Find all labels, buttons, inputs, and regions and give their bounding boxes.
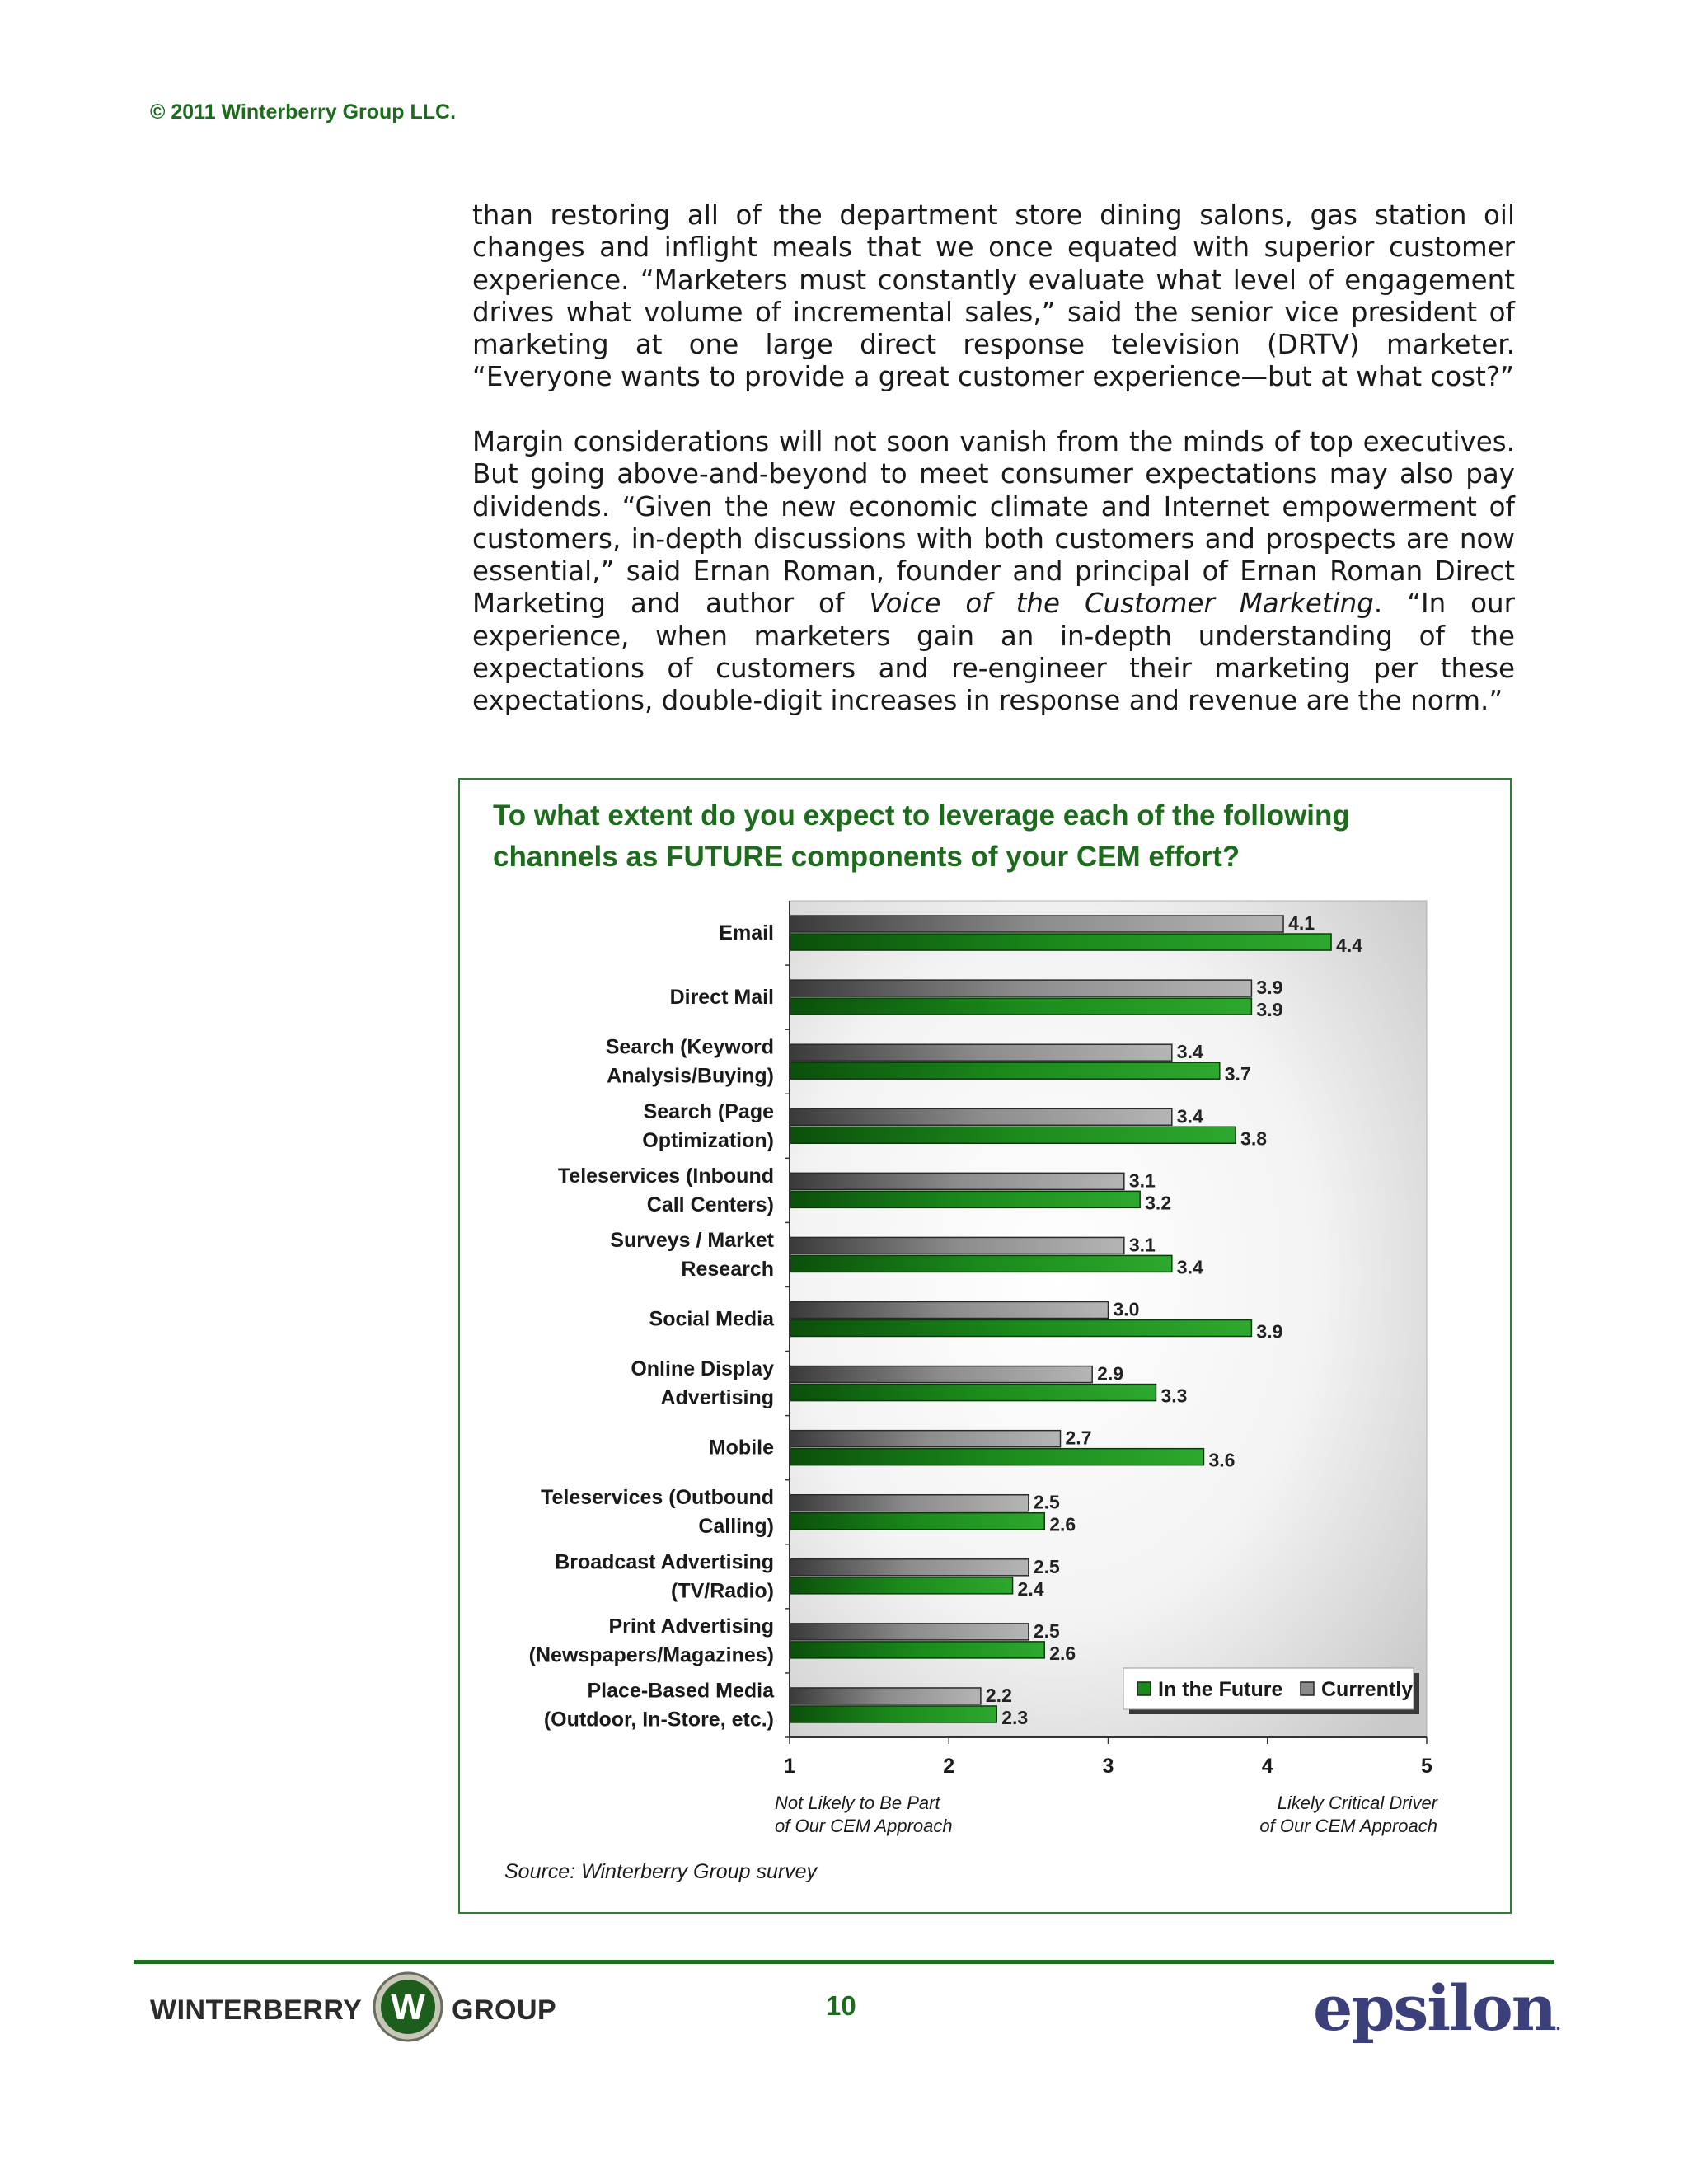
bar-future: [790, 1706, 996, 1722]
bar-currently: [790, 1237, 1124, 1254]
bar-future: [790, 1642, 1044, 1658]
legend-label-future: In the Future: [1158, 1678, 1283, 1701]
bar-currently: [790, 1431, 1061, 1447]
epsilon-mark: .: [1554, 2014, 1559, 2034]
category-label-line: (Newspapers/Magazines): [528, 1643, 774, 1667]
category-label-line: Email: [719, 921, 774, 945]
x-low-caption: of Our CEM Approach: [775, 1816, 953, 1836]
category-label: [709, 1436, 774, 1460]
x-tick-label: 1: [784, 1755, 795, 1778]
category-label-line: Mobile: [708, 1436, 774, 1460]
value-label-currently: 2.5: [1033, 1555, 1060, 1577]
value-label-future: 3.3: [1160, 1385, 1188, 1407]
legend-label-currently: Currently: [1321, 1678, 1414, 1701]
x-low-caption: Not Likely to Be Part: [775, 1793, 940, 1813]
bar-future: [790, 1191, 1140, 1207]
category-label-line: Teleservices (Inbound: [557, 1164, 774, 1188]
value-label-future: 3.4: [1176, 1256, 1203, 1278]
category-label: [541, 1486, 774, 1538]
bar-future: [790, 1127, 1236, 1143]
value-label-future: 3.8: [1240, 1127, 1268, 1150]
category-label: [558, 1165, 774, 1216]
value-label-future: 2.3: [1001, 1706, 1029, 1728]
winterberry-w-icon: [373, 1971, 443, 2042]
category-label-line: Research: [681, 1257, 774, 1281]
category-label-line: Broadcast Advertising: [555, 1550, 774, 1574]
copyright-notice: © 2011 Winterberry Group LLC.: [150, 101, 457, 124]
bar-currently: [790, 1366, 1092, 1383]
legend-swatch-currently: [1301, 1682, 1314, 1695]
category-label: [529, 1615, 774, 1666]
value-label-currently: 2.5: [1033, 1491, 1060, 1513]
value-label-currently: 3.0: [1113, 1298, 1140, 1320]
bar-future: [790, 1513, 1044, 1530]
book-title: Voice of the Customer Marketing: [869, 588, 1374, 620]
bar-currently: [790, 916, 1283, 932]
bar-currently: [790, 1688, 981, 1704]
category-label-line: Place-Based Media: [587, 1679, 774, 1703]
bar-currently: [790, 1624, 1029, 1640]
category-label: [610, 1229, 774, 1281]
x-high-caption: of Our CEM Approach: [1259, 1816, 1437, 1836]
value-label-currently: 2.9: [1097, 1362, 1124, 1385]
logo-word-left: WINTERBERRY: [150, 1994, 363, 2026]
category-label-line: Call Centers): [646, 1193, 774, 1216]
value-label-future: 2.6: [1049, 1642, 1076, 1664]
value-label-currently: 4.1: [1288, 912, 1315, 935]
value-label-future: 3.9: [1256, 999, 1283, 1021]
logo-mark-letter: W: [391, 1987, 425, 2027]
category-label-line: Advertising: [660, 1386, 774, 1410]
x-tick-label: 3: [1102, 1755, 1114, 1778]
page-number: 10: [826, 1990, 856, 2021]
category-label-line: Analysis/Buying): [607, 1064, 774, 1088]
epsilon-logo: [1313, 1971, 1559, 2045]
category-label-line: (Outdoor, In-Store, etc.): [543, 1708, 774, 1732]
x-tick-label: 4: [1261, 1755, 1273, 1778]
plot-area: [790, 901, 1427, 1737]
category-label: [649, 1308, 776, 1331]
bar-currently: [790, 1044, 1172, 1061]
value-label-future: 3.7: [1224, 1063, 1251, 1085]
footer-rule: [134, 1960, 1554, 1964]
bar-currently: [790, 1302, 1109, 1319]
value-label-currently: 3.1: [1128, 1234, 1156, 1256]
value-label-future: 3.2: [1145, 1192, 1172, 1214]
value-label-future: 3.6: [1208, 1449, 1236, 1471]
value-label-currently: 3.4: [1176, 1105, 1203, 1127]
bar-currently: [790, 1559, 1029, 1576]
bar-currently: [790, 1108, 1172, 1125]
chart-title: To what extent do you expect to leverage each of the following channels as FUTURE components of your CEM effort?: [493, 799, 1350, 873]
category-label-line: Teleservices (Outbound: [541, 1486, 774, 1510]
paragraph-2-text-end: . “In our experience, when marketers gain an in-depth understanding of the expectations of customers and re-engineer their marketing per these expectations, double-digit increases in response and revenue are the norm.”: [472, 588, 1515, 717]
category-label-line: Online Display: [631, 1357, 774, 1381]
chart-legend: [1123, 1668, 1419, 1714]
value-label-currently: 3.9: [1256, 977, 1283, 999]
bar-future: [790, 1385, 1156, 1401]
x-tick-label: 2: [943, 1755, 955, 1778]
value-label-currently: 2.7: [1065, 1427, 1092, 1449]
category-label-line: Surveys / Market: [610, 1228, 774, 1252]
epsilon-wordmark: epsilon: [1313, 1971, 1555, 2045]
source-note: Source: Winterberry Group survey: [504, 1860, 818, 1883]
bar-currently: [790, 980, 1251, 996]
value-label-currently: 2.5: [1033, 1619, 1060, 1642]
category-label: [631, 1357, 774, 1409]
value-label-currently: 2.2: [985, 1684, 1012, 1706]
category-label-line: Search (Keyword: [605, 1035, 774, 1059]
paragraph-2-text-start: Margin considerations will not soon vanish from the minds of top executives. But going above-and-beyond to meet consumer expectations may also pay dividends. “Given the new economic climate and Internet empowerment of customers, in-depth discussions with both customers and prospects are now essential,” said Ernan Roman, founder and principal of Ernan Roman Direct Marketing and author of: [472, 426, 1515, 620]
bar-future: [790, 1255, 1172, 1272]
value-label-currently: 3.4: [1176, 1041, 1203, 1063]
bar-future: [790, 1449, 1203, 1465]
value-label-future: 3.9: [1256, 1320, 1283, 1343]
category-label-line: Calling): [698, 1515, 774, 1539]
category-label: [606, 1036, 774, 1088]
category-label: [642, 1100, 774, 1152]
category-label: [555, 1550, 774, 1602]
category-label: [544, 1679, 775, 1731]
bar-future: [790, 998, 1251, 1015]
bar-future: [790, 1320, 1251, 1337]
category-label-line: Search (Page: [643, 1099, 774, 1123]
value-label-future: 4.4: [1336, 935, 1363, 957]
bar-future: [790, 1577, 1013, 1594]
category-label: [670, 986, 774, 1009]
bar-currently: [790, 1173, 1124, 1189]
value-label-currently: 3.1: [1128, 1169, 1156, 1192]
body-paragraph-1: than restoring all of the department store dining salons, gas station oil changes and inflight meals that we once equated with superior customer experience. “Marketers must constantly evaluate what level of engagement drives what volume of incremental sales,” said the senior vice president of marketing at one large direct response television (DRTV) marketer. “Everyone wants to provide a great customer experience—but at what cost?”: [472, 199, 1515, 393]
category-label-line: Print Advertising: [608, 1615, 774, 1638]
category-label-line: (TV/Radio): [671, 1579, 774, 1603]
bar-currently: [790, 1495, 1029, 1511]
value-label-future: 2.6: [1049, 1513, 1076, 1535]
category-label-line: Direct Mail: [669, 986, 774, 1010]
legend-swatch-future: [1137, 1682, 1151, 1695]
category-label-line: Social Media: [649, 1307, 774, 1331]
x-high-caption: Likely Critical Driver: [1277, 1793, 1437, 1813]
bar-future: [790, 1062, 1220, 1079]
logo-word-right: GROUP: [452, 1994, 557, 2026]
value-label-future: 2.4: [1017, 1577, 1044, 1600]
category-label: [719, 921, 774, 944]
category-label-line: Optimization): [642, 1128, 774, 1152]
bar-future: [790, 934, 1331, 950]
x-tick-label: 5: [1421, 1755, 1432, 1778]
